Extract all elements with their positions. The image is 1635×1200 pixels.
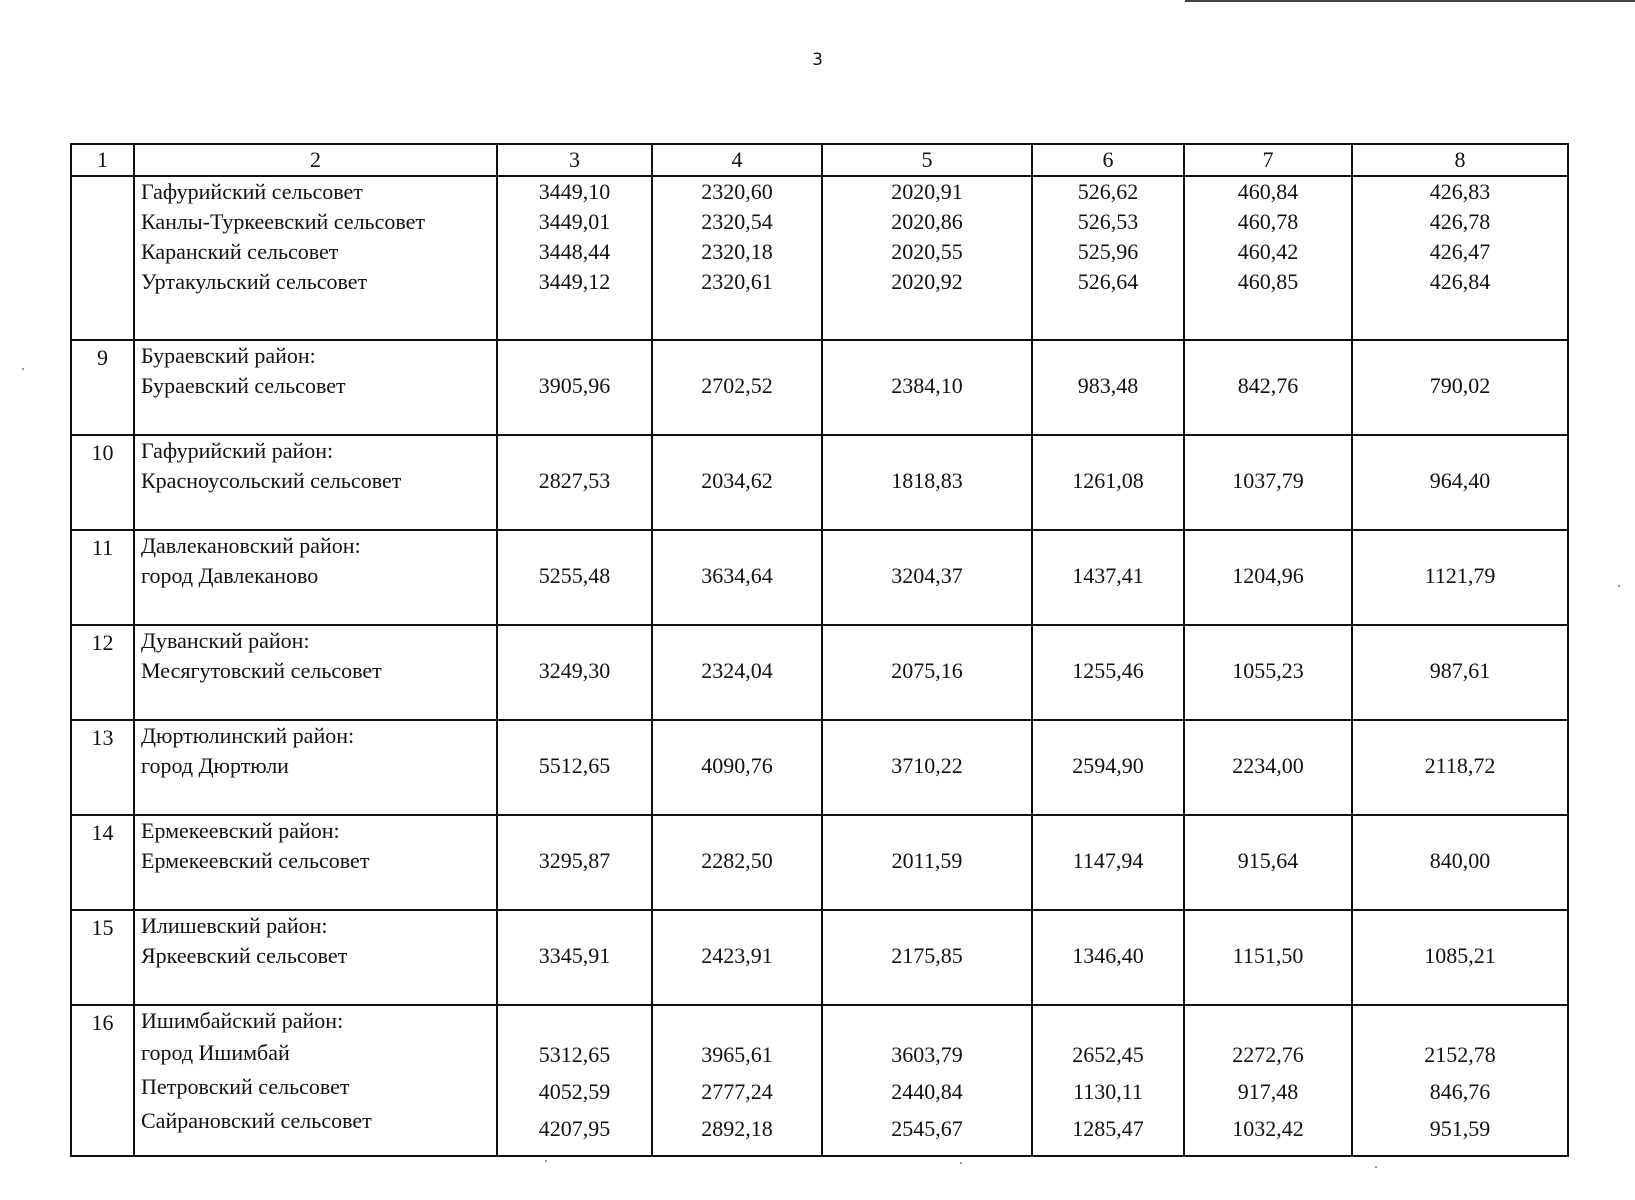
value: 790,02 [1429,373,1491,398]
value: 2702,52 [701,373,773,398]
value: 426,47 [1429,239,1491,264]
row-number: 13 [71,720,134,815]
row-number: 15 [71,910,134,1005]
value-cell-col-5 [822,625,1032,720]
value: 2152,78 [1424,1042,1496,1067]
value: 2440,84 [891,1079,963,1104]
value-cell-col-4 [652,435,822,530]
value: 426,83 [1429,179,1491,204]
settlement-name: Красноусольский сельсовет [141,468,402,493]
value-cell-col-3 [497,176,652,340]
value-cell-col-7 [1184,530,1352,625]
settlement-name: город Давлеканово [141,563,319,588]
column-header: 2 [134,144,497,176]
value-cell-col-8 [1352,530,1568,625]
value: 3249,30 [538,658,611,683]
value: 2320,60 [701,179,773,204]
value: 2282,50 [701,848,773,873]
settlement-cell [134,435,497,530]
value: 983,48 [1077,373,1139,398]
value-cell-col-8 [1352,720,1568,815]
value: 4052,59 [538,1079,611,1104]
value-cell-col-8 [1352,1005,1568,1156]
value-cell-col-4 [652,815,822,910]
settlement-cell [134,530,497,625]
settlement-cell [134,176,497,340]
value-cell-col-3 [497,530,652,625]
value: 2175,85 [891,943,963,968]
column-header: 6 [1032,144,1184,176]
value: 2827,53 [538,468,611,493]
scan-speck [960,1162,962,1164]
value-cell-col-7 [1184,435,1352,530]
value-cell-col-3 [497,815,652,910]
value: 1204,96 [1232,563,1304,588]
value-cell-col-8 [1352,340,1568,435]
value: 2320,54 [701,209,773,234]
value: 1285,47 [1072,1116,1144,1141]
settlement-cell [134,720,497,815]
settlement-name: Сайрановский сельсовет [141,1108,372,1133]
value-cell-col-4 [652,1005,822,1156]
value: 460,78 [1237,209,1299,234]
settlement-name: Каранский сельсовет [141,239,339,264]
value: 1055,23 [1232,658,1304,683]
value: 2234,00 [1232,753,1304,778]
district-name: Дюртюлинский район: [141,723,355,748]
value: 3905,96 [538,373,611,398]
value-cell-col-7 [1184,910,1352,1005]
settlement-name: Месягутовский сельсовет [141,658,382,683]
value-cell-col-3 [497,340,652,435]
value-cell-col-8 [1352,176,1568,340]
value-cell-col-4 [652,910,822,1005]
table-body [71,176,1568,1156]
value: 3345,91 [538,943,611,968]
page-number: 3 [812,50,823,70]
scan-speck [22,368,24,370]
value: 526,64 [1077,269,1139,294]
value-cell-col-3 [497,625,652,720]
row-number [71,176,134,340]
value-cell-col-8 [1352,910,1568,1005]
value-cell-col-3 [497,1005,652,1156]
value: 2320,18 [701,239,773,264]
value: 1085,21 [1424,943,1496,968]
column-header: 3 [497,144,652,176]
value: 846,76 [1429,1079,1491,1104]
table-row [71,910,1568,1005]
table-row [71,340,1568,435]
value: 2594,90 [1072,753,1144,778]
value-cell-col-4 [652,530,822,625]
value: 2118,72 [1424,753,1496,778]
row-number: 11 [71,530,134,625]
value-cell-col-7 [1184,815,1352,910]
settlement-name: Ермекеевский сельсовет [141,848,370,873]
value: 3449,01 [538,209,611,234]
settlement-name: Яркеевский сельсовет [141,943,348,968]
value-cell-col-3 [497,435,652,530]
row-number: 16 [71,1005,134,1156]
settlement-name: город Ишимбай [141,1040,290,1065]
value-cell-col-6 [1032,340,1184,435]
value: 3710,22 [891,753,963,778]
value: 4090,76 [701,753,773,778]
settlement-cell [134,815,497,910]
district-name: Ишимбайский район: [141,1008,344,1033]
value: 1346,40 [1072,943,1144,968]
value-cell-col-5 [822,340,1032,435]
value: 2652,45 [1072,1042,1144,1067]
value-cell-col-5 [822,1005,1032,1156]
row-number: 14 [71,815,134,910]
column-header: 1 [71,144,134,176]
settlement-name: Канлы-Туркеевский сельсовет [141,209,425,234]
value-cell-col-6 [1032,435,1184,530]
value-cell-col-3 [497,720,652,815]
district-name: Бураевский район: [141,343,316,368]
value-cell-col-7 [1184,625,1352,720]
value: 2324,04 [701,658,773,683]
value: 3449,12 [538,269,611,294]
value: 1032,42 [1232,1116,1304,1141]
value-cell-col-3 [497,910,652,1005]
value: 5312,65 [538,1042,611,1067]
value-cell-col-4 [652,625,822,720]
top-border-rule [1185,0,1635,2]
value: 1437,41 [1072,563,1144,588]
settlement-name: Уртакульский сельсовет [141,269,368,294]
value: 2545,67 [891,1116,963,1141]
table-row [71,720,1568,815]
value-cell-col-5 [822,910,1032,1005]
value: 1121,79 [1424,563,1496,588]
value-cell-col-6 [1032,176,1184,340]
value: 2892,18 [701,1116,773,1141]
value-cell-col-4 [652,340,822,435]
settlement-name: Петровский сельсовет [141,1074,350,1099]
value-cell-col-5 [822,435,1032,530]
value-cell-col-5 [822,815,1032,910]
table-row [71,176,1568,340]
settlement-cell [134,1005,497,1156]
data-table [70,143,1569,1157]
value: 525,96 [1077,239,1139,264]
value: 1130,11 [1073,1079,1143,1104]
value: 5255,48 [538,563,611,588]
district-name: Ермекеевский район: [141,818,340,843]
value: 917,48 [1237,1079,1299,1104]
value-cell-col-7 [1184,1005,1352,1156]
table-row [71,435,1568,530]
value: 3448,44 [538,239,611,264]
value: 842,76 [1237,373,1299,398]
value-cell-col-7 [1184,340,1352,435]
value: 964,40 [1429,468,1491,493]
settlement-cell [134,910,497,1005]
value-cell-col-8 [1352,435,1568,530]
value-cell-col-4 [652,176,822,340]
value: 3204,37 [891,563,963,588]
value: 426,84 [1429,269,1491,294]
district-name: Давлекановский район: [141,533,361,558]
value: 1818,83 [891,468,963,493]
column-header: 8 [1352,144,1568,176]
value-cell-col-5 [822,176,1032,340]
value-cell-col-4 [652,720,822,815]
value-cell-col-8 [1352,625,1568,720]
value: 526,53 [1077,209,1139,234]
row-number: 10 [71,435,134,530]
value: 460,42 [1237,239,1299,264]
settlement-name: Бураевский сельсовет [141,373,346,398]
value: 426,78 [1429,209,1491,234]
table-row [71,1005,1568,1156]
settlement-name: Гафурийский сельсовет [141,179,363,204]
value: 460,84 [1237,179,1299,204]
value-cell-col-6 [1032,720,1184,815]
value: 2020,55 [891,239,963,264]
value: 2423,91 [701,943,773,968]
value: 1255,46 [1072,658,1144,683]
table-row [71,815,1568,910]
value-cell-col-5 [822,530,1032,625]
value: 3965,61 [701,1042,773,1067]
scan-speck [545,1160,547,1162]
value: 1037,79 [1232,468,1304,493]
value: 2075,16 [891,658,963,683]
row-number: 12 [71,625,134,720]
row-number: 9 [71,340,134,435]
value: 3634,64 [701,563,773,588]
column-number-row [71,144,1568,176]
value: 3295,87 [538,848,611,873]
value: 2272,76 [1232,1042,1304,1067]
value-cell-col-7 [1184,720,1352,815]
table-row [71,625,1568,720]
value: 3603,79 [891,1042,963,1067]
value-cell-col-5 [822,720,1032,815]
value: 840,00 [1429,848,1491,873]
district-name: Илишевский район: [141,913,328,938]
table-row [71,530,1568,625]
column-header: 7 [1184,144,1352,176]
value: 2384,10 [891,373,963,398]
value-cell-col-6 [1032,910,1184,1005]
value-cell-col-7 [1184,176,1352,340]
value: 5512,65 [538,753,611,778]
value: 951,59 [1429,1116,1491,1141]
value-cell-col-6 [1032,815,1184,910]
settlement-cell [134,625,497,720]
value-cell-col-6 [1032,625,1184,720]
value: 2034,62 [701,468,773,493]
settlement-name: город Дюртюли [141,753,289,778]
district-name: Гафурийский район: [141,438,334,463]
value-cell-col-6 [1032,530,1184,625]
value-cell-col-6 [1032,1005,1184,1156]
value: 2777,24 [701,1079,773,1104]
value: 3449,10 [538,179,611,204]
value: 1151,50 [1232,943,1304,968]
value: 2320,61 [701,269,773,294]
value-cell-col-8 [1352,815,1568,910]
value: 2020,92 [891,269,963,294]
value: 526,62 [1077,179,1139,204]
value: 4207,95 [538,1116,611,1141]
value: 915,64 [1237,848,1299,873]
value: 987,61 [1429,658,1491,683]
district-name: Дуванский район: [141,628,310,653]
settlement-cell [134,340,497,435]
column-header: 5 [822,144,1032,176]
scan-speck [1375,1166,1377,1168]
value: 460,85 [1237,269,1299,294]
value: 2020,91 [891,179,963,204]
column-header: 4 [652,144,822,176]
scan-speck [1618,585,1620,587]
value: 1147,94 [1072,848,1144,873]
value: 1261,08 [1072,468,1144,493]
value: 2011,59 [891,848,963,873]
value: 2020,86 [891,209,963,234]
